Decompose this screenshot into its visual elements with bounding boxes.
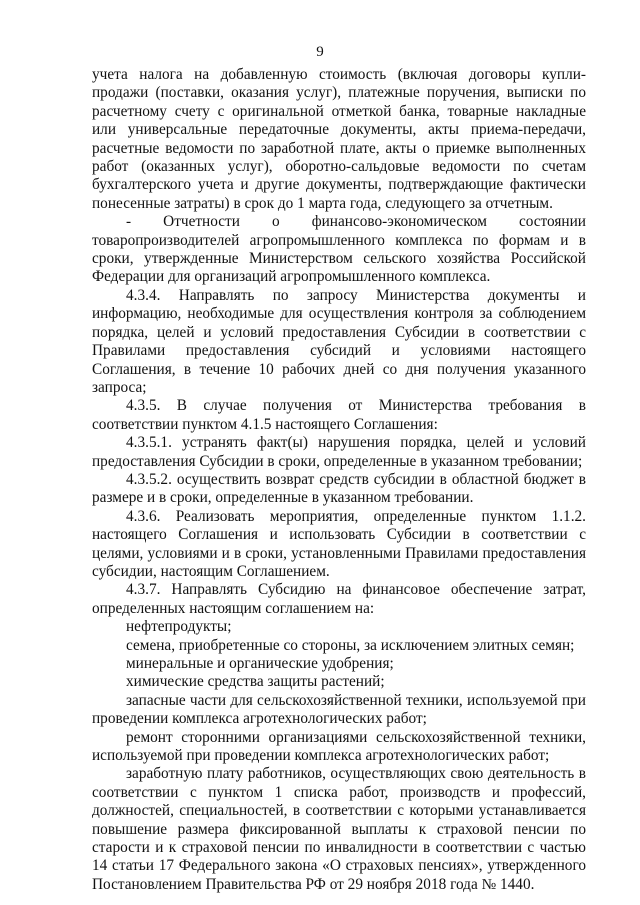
paragraph-financial-reporting: - Отчетности о финансово-экономическом состоянии товаропроизводителей агропромышленного комплекса по формам и в сроки, утвержденные Министерством сельского хозяйства Российской Федерации для организаций агропромышленного комплекса. [92, 213, 586, 286]
paragraph-reporting-documents: учета налога на добавленную стоимость (включая договоры купли- продажи (поставки, оказания услуг), платежные поручения, выписки по расчетному счету с оригинальной отметкой банка, товарные накладные или универсальные передаточные документы, акты приема-передачи, расчетные ведомости по заработной плате, акты о приемке выполненных работ (оказанных услуг), оборотно-сальдовые ведомости по счетам бухгалтерского учета и другие документы, подтверждающие фактически понесенные затраты) в срок до 1 марта года, следующего за отчетным. [92, 66, 586, 212]
paragraph-4-3-7: 4.3.7. Направлять Субсидию на финансовое обеспечение затрат, определенных настоящим соглашением на: [92, 581, 586, 617]
paragraph-4-3-5-2: 4.3.5.2. осуществить возврат средств субсидии в областной бюджет в размере и в сроки, определенные в указанном требовании. [92, 470, 586, 507]
paragraph-4-3-5-1: 4.3.5.1. устранять факт(ы) нарушения порядка, целей и условий предоставления Субсидии в сроки, определенные в указанном требовании; [92, 434, 586, 470]
list-item-fuel: нефтепродукты; [126, 618, 232, 636]
paragraph-4-3-4: 4.3.4. Направлять по запросу Министерства документы и информацию, необходимые для осуществления контроля за соблюдением порядка, целей и условий предоставления Субсидии в соответствии с Правилами предоставления субсидий и условиями настоящего Соглашения, в течение 10 рабочих дней со дня получения указанного запроса; [92, 286, 586, 396]
paragraph-4-3-6: 4.3.6. Реализовать мероприятия, определенные пунктом 1.1.2. настоящего Соглашения и использовать Субсидии в соответствии с целями, условиями и в сроки, установленными Правилами предоставления субсидии, настоящим Соглашением. [92, 507, 586, 580]
list-item-spare-parts: запасные части для сельскохозяйственной техники, используемой при проведении комплекса агротехнологических работ; [92, 691, 586, 728]
list-item-wages: заработную плату работников, осуществляющих свою деятельность в соответствии с пунктом 1 списка работ, производств и профессий, должностей, специальностей, в соответствии с которыми устанавливается повышение размера фиксированной выплаты к страховой пенсии по старости и к страховой пенсии по инвалидности в соответствии с частью 14 статьи 17 Федерального закона «О страховых пенсиях», утвержденного Постановлением Правительства РФ от 29 ноября 2018 года № 1440. [92, 765, 586, 893]
list-item-seeds: семена, приобретенные со стороны, за исключением элитных семян; [126, 636, 575, 654]
paragraph-4-3-5: 4.3.5. В случае получения от Министерства требования в соответствии пунктом 4.1.5 настоящего Соглашения: [92, 397, 586, 433]
list-item-fertilizers: минеральные и органические удобрения; [126, 655, 394, 672]
document-body [92, 66, 586, 894]
list-item-repair: ремонт сторонними организациями сельскохозяйственной техники, используемой при проведении комплекса агротехнологических работ; [92, 728, 586, 765]
list-item-plant-protection: химические средства защиты растений; [126, 673, 385, 691]
page-number: 9 [316, 44, 324, 60]
